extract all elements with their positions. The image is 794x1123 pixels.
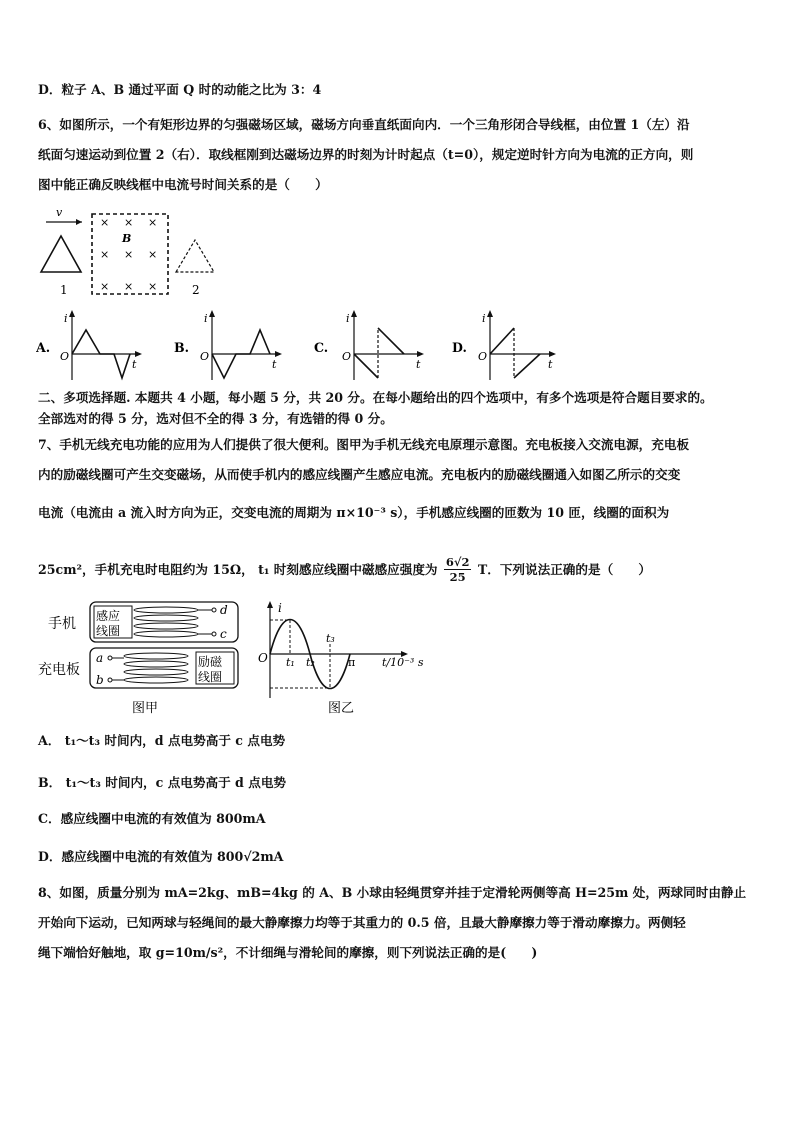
- q6-option-a[interactable]: [36, 310, 142, 380]
- position-1-label: 1: [60, 283, 68, 297]
- q5-option-d: D．粒子 A、B 通过平面 Q 时的动能之比为 3：4: [38, 82, 322, 97]
- origin-label: O: [200, 350, 210, 363]
- t1-label: t₁: [286, 656, 295, 669]
- q7-stem-line3: 电流（电流由 a 流入时方向为正，交变电流的周期为 π×10⁻³ s），手机感应线圈的匝数为 10 匝，线圈的面积为: [38, 505, 670, 520]
- q7-option-a[interactable]: A． t₁～t₃ 时间内，d 点电势高于 c 点电势: [38, 733, 286, 748]
- q6-stem-line2: 纸面匀速运动到位置 2（右）．取线框刚到达磁场边界的时刻为计时起点（t=0），规定逆时针方向为电流的正方向，则: [38, 147, 694, 162]
- field-cross: ×: [100, 248, 110, 261]
- q6-option-graphs: [36, 308, 756, 384]
- field-label-b: B: [122, 232, 132, 245]
- option-a-label: A.: [36, 340, 51, 355]
- axis-i-label: i: [64, 312, 68, 325]
- axis-i-label: i: [482, 312, 486, 325]
- excite-coil-label-2: 线圈: [198, 670, 223, 684]
- current-curve: [354, 354, 378, 378]
- fig-jia-caption: 图甲: [132, 701, 159, 716]
- q6-stem-line1: 6、如图所示，一个有矩形边界的匀强磁场区域，磁场方向垂直纸面向内．一个三角形闭合导线框，由位置 1（左）沿: [38, 117, 690, 132]
- field-cross: ×: [124, 216, 134, 229]
- field-cross: ×: [100, 216, 110, 229]
- section2-line2: 全部选对的得 5 分，选对但不全的得 3 分，有选错的得 0 分。: [38, 411, 393, 426]
- option-b-label: B.: [174, 340, 190, 355]
- excite-coil-label-1: 励磁: [198, 655, 223, 669]
- axis-i-label: i: [346, 312, 350, 325]
- q6-option-b[interactable]: [174, 310, 282, 380]
- terminal-b: b: [96, 673, 104, 687]
- t2-label: t₂: [306, 656, 315, 669]
- q7-option-c[interactable]: C．感应线圈中电流的有效值为 800mA: [38, 811, 266, 826]
- origin-label: O: [60, 350, 70, 363]
- q7-stem-line4: [38, 556, 651, 585]
- origin-label: O: [478, 350, 488, 363]
- field-cross: ×: [100, 280, 110, 293]
- axis-t-label: t/10⁻³ s: [382, 656, 424, 669]
- current-curve: [490, 328, 514, 354]
- terminal-a: a: [96, 651, 104, 665]
- axis-i-label: i: [278, 601, 282, 615]
- q7-stem-line1: 7、手机无线充电功能的应用为人们提供了很大便利。图甲为手机无线充电原理示意图。充电板接入交流电源，充电板: [38, 437, 690, 452]
- q7-option-d[interactable]: D．感应线圈中电流的有效值为 800√2mA: [38, 849, 284, 864]
- axis-t-label: t: [132, 358, 137, 371]
- fraction-denominator: 25: [449, 570, 466, 584]
- field-cross: ×: [124, 280, 134, 293]
- field-cross: ×: [124, 248, 134, 261]
- option-c-label: C.: [314, 340, 329, 355]
- axis-t-label: t: [272, 358, 277, 371]
- position-2-label: 2: [192, 283, 200, 297]
- q8-stem-line1: 8、如图，质量分别为 mA=2kg、mB=4kg 的 A、B 小球由轻绳贯穿并挂于定滑轮两侧等高 H=25m 处，两球同时由静止: [38, 885, 747, 900]
- triangle-pos1: [41, 236, 81, 272]
- t3-label: t₃: [326, 632, 335, 645]
- origin-label: O: [342, 350, 352, 363]
- phone-label: 手机: [48, 616, 76, 632]
- q7-stem-line2: 内的励磁线圈可产生交变磁场，从而使手机内的感应线圈产生感应电流。充电板内的励磁线圈通入如图乙所示的交变: [38, 467, 681, 482]
- terminal-d: d: [220, 603, 228, 617]
- terminal-c: c: [220, 627, 227, 641]
- axis-t-label: t: [548, 358, 553, 371]
- induct-coil-label-1: 感应: [96, 609, 121, 623]
- q6-stem-line3: 图中能正确反映线框中电流号时间关系的是（ ）: [38, 177, 328, 192]
- pi-label: π: [348, 656, 356, 669]
- fig-yi-caption: 图乙: [328, 701, 355, 716]
- field-cross: ×: [148, 280, 158, 293]
- field-cross: ×: [148, 248, 158, 261]
- fraction-numerator: 6√2: [445, 555, 470, 569]
- q6-field-figure: [36, 204, 226, 300]
- q8-stem-line2: 开始向下运动，已知两球与轻绳间的最大静摩擦力均等于其重力的 0.5 倍，且最大静摩擦力等于滑动摩擦力。两侧轻: [38, 915, 686, 930]
- q7-option-b[interactable]: B． t₁～t₃ 时间内，c 点电势高于 d 点电势: [38, 775, 287, 790]
- axis-i-label: i: [204, 312, 208, 325]
- induct-coil-label-2: 线圈: [96, 624, 121, 638]
- velocity-label: v: [56, 206, 63, 219]
- q6-option-d[interactable]: [452, 310, 556, 380]
- q6-option-c[interactable]: [314, 310, 424, 380]
- q7-line4-pre: 25cm²，手机充电时电阻约为 15Ω， t₁ 时刻感应线圈中磁感应强度为: [38, 562, 438, 577]
- q7-line4-post: T．下列说法正确的是（ ）: [477, 562, 651, 577]
- origin-label: O: [258, 651, 268, 665]
- q7-fig-jia: [36, 598, 246, 718]
- charger-label: 充电板: [38, 662, 80, 678]
- field-cross: ×: [148, 216, 158, 229]
- q7-fraction: [444, 555, 472, 584]
- triangle-pos2: [176, 240, 214, 272]
- section2-line1: 二、多项选择题. 本题共 4 小题，每小题 5 分，共 20 分。在每小题给出的四个选项中，有多个选项是符合题目要求的。: [38, 390, 713, 405]
- axis-t-label: t: [416, 358, 421, 371]
- option-d-label: D.: [452, 340, 467, 355]
- induct-coil: [134, 607, 216, 637]
- excite-coil: [108, 653, 188, 683]
- q8-stem-line3: 绳下端恰好触地，取 g=10m/s²，不计细绳与滑轮间的摩擦，则下列说法正确的是( ): [38, 945, 538, 960]
- q7-fig-yi: [256, 598, 446, 718]
